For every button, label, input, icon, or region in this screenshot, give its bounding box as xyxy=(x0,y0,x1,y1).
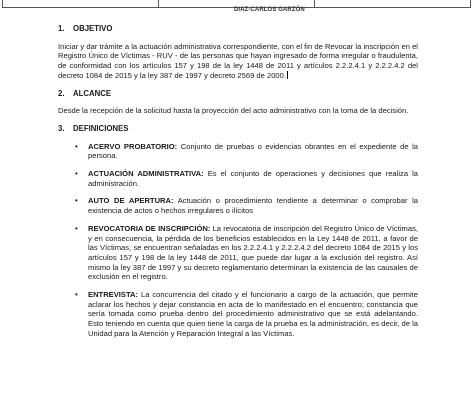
definition-term: ACTUACIÓN ADMINISTRATIVA: xyxy=(88,169,204,179)
definitions-list xyxy=(58,142,418,339)
section-heading-definiciones xyxy=(58,124,418,134)
section-title: DEFINICIONES xyxy=(73,123,129,133)
text-cursor xyxy=(287,71,288,79)
definition-item[interactable] xyxy=(58,224,418,282)
definition-term: AUTO DE APERTURA: xyxy=(88,196,174,206)
bullet-icon: • xyxy=(75,196,78,206)
section-paragraph-objetivo[interactable] xyxy=(58,42,418,81)
bullet-icon: • xyxy=(75,141,78,151)
header-cell-left xyxy=(3,0,159,8)
definition-term: ENTREVISTA: xyxy=(88,290,139,300)
paragraph-text: Iniciar y dar trámite a la actuación administrativa correspondiente, con el fin de Revocar la inscripción en el Registro Único de Víctimas - RUV - de las personas que hayan ingresado de forma irregular o fraudulenta, de conformidad con los artículos 157 y 198 de la ley 1448 de 2011 y artículos 2.2.2.4.1 y 2.2.2.4.2 del decreto 1084 de 2015 y la ley 387 de 1997 y decreto 2569 de 2000. xyxy=(58,41,418,80)
definition-text: Actuación o procedimiento tendiente a determinar o comprobar la existencia de actos o hechos irregulares o ilícitos xyxy=(88,196,418,216)
section-title: ALCANCE xyxy=(73,88,112,98)
definition-term: ACERVO PROBATORIO: xyxy=(88,141,178,151)
section-number: 2. xyxy=(58,88,65,98)
bullet-icon: • xyxy=(75,290,78,300)
document-header xyxy=(0,0,473,16)
definition-item[interactable] xyxy=(58,290,418,339)
section-title: OBJETIVO xyxy=(73,24,113,33)
section-number: 1. xyxy=(58,24,65,33)
document-body xyxy=(58,24,418,347)
definition-text: Conjunto de pruebas o evidencias obrantes en el expediente de la persona. xyxy=(88,141,418,161)
definition-item[interactable] xyxy=(58,169,418,188)
definition-text: Es el conjunto de operaciones y decisiones que realiza la administración. xyxy=(88,169,418,188)
section-heading-objetivo xyxy=(58,24,418,34)
section-paragraph-alcance[interactable] xyxy=(58,106,418,116)
definition-text: La revocatoria de inscripción del Registro Único de Víctimas, y en consecuencia, la pérdida de los beneficios establecidos en la Ley 1448 de 2011, a favor de las Víctimas, se encuentran señaladas en los 2.2.2.4.1 y 2.2.2.4.2 del decreto 1084 de 2015 y los artículos 157 y 198 de la ley 1448 de 2011, que puede dar lugar a la exclusión del registro. Así mismo la ley 387 de 1997 y su decreto reglamentario determinan la existencia de las causales de exclusión en el registro. xyxy=(88,223,418,282)
definition-item[interactable] xyxy=(58,142,418,161)
definition-item[interactable] xyxy=(58,196,418,215)
section-heading-alcance xyxy=(58,89,418,99)
definition-text: La concurrencia del citado y el funcionario a cargo de la actuación, que permite aclarar los hechos y dejar constancia en acta de lo manifestado en el encuentro; constancia que sería tomada como prueba dentro del procedimiento administrativo que se está adelantando. Esto teniendo en cuenta que quien tiene la carga de la prueba es la administración, es decir, de la Unidad para la Atención y Reparación Integral a las Víctimas. xyxy=(88,290,418,338)
section-number: 3. xyxy=(58,123,65,133)
definition-term: REVOCATORIA DE INSCRIPCIÓN: xyxy=(88,223,211,233)
header-name-fragment: DIAZ-CARLOS GARZÓN xyxy=(234,7,305,13)
bullet-icon: • xyxy=(75,169,78,179)
bullet-icon: • xyxy=(75,223,78,233)
paragraph-text: Desde la recepción de la solicitud hasta la proyección del acto administrativo con la toma de la decisión. xyxy=(58,106,409,116)
header-cell-right xyxy=(315,0,471,8)
